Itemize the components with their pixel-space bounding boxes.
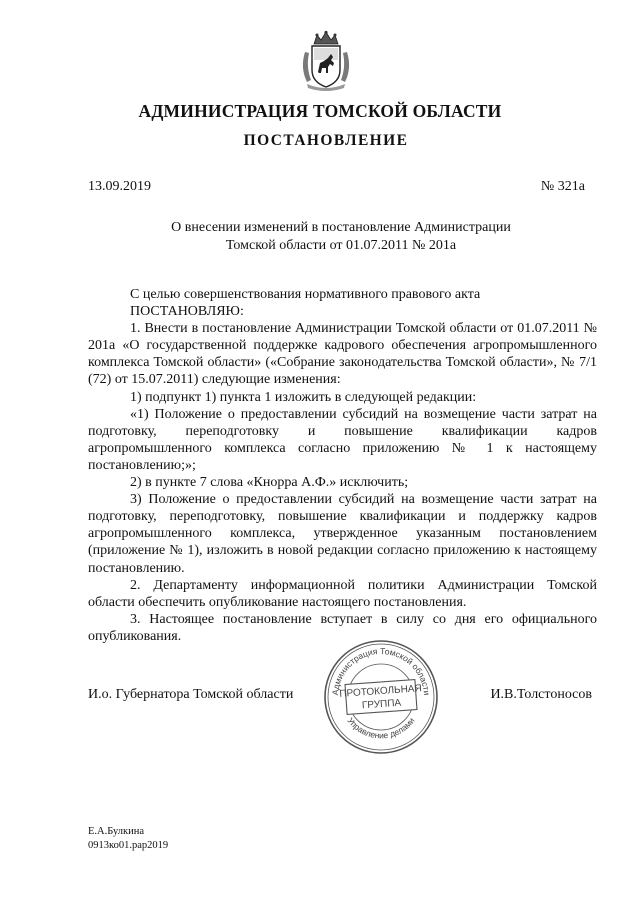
protocol-group-stamp (322, 638, 440, 756)
body-paragraph: 2) в пункте 7 слова «Кнорра А.Ф.» исключить; (130, 475, 409, 491)
executor-block (88, 825, 168, 853)
body-paragraph: 2. Департаменту информационной политики Администрации Томской области обеспечить опубликование настоящего постановления. (88, 577, 597, 610)
body-paragraph: 3) Положение о предоставлении субсидий на возмещение части затрат на подготовку, переподготовку, повышение квалификации и поддержку кадров агропромышленного комплекса, утвержденное указанным постановлением (приложение № 1), изложить в новой редакции согласно приложению к настоящему постановлению. (88, 492, 597, 576)
document-type: ПОСТАНОВЛЕНИЕ (243, 132, 409, 149)
organization-title: АДМИНИСТРАЦИЯ ТОМСКОЙ ОБЛАСТИ (138, 101, 502, 121)
stamp-bottom-text: Управление делами (345, 715, 417, 741)
body-paragraph: 1. Внести в постановление Администрации Томской области от 01.07.2011 № 201а «О государственной поддержке кадрового обеспечения агропромышленного комплекса Томской области» («Собрание законодательства Томской области», № 7/1 (72) от 15.07.2011) следующие изменения: (88, 321, 597, 388)
decree-word: ПОСТАНОВЛЯЮ: (130, 304, 244, 320)
document-body (88, 286, 597, 645)
signer-name: И.В.Толстоносов (490, 687, 592, 702)
stamp-center-line: ГРУППА (361, 697, 402, 712)
document-number: № 321а (540, 179, 585, 194)
executor-name: Е.А.Булкина (88, 826, 145, 837)
document-date: 13.09.2019 (88, 179, 151, 194)
stamp-outer-text: Администрация Томской области (329, 645, 433, 696)
body-paragraph: 1) подпункт 1) пункта 1 изложить в следующей редакции: (130, 389, 477, 405)
intro-paragraph: С целью совершенствования нормативного правового акта (130, 287, 481, 302)
subject-line: Томской области от 01.07.2011 № 201а (225, 238, 457, 253)
signer-position: И.о. Губернатора Томской области (88, 687, 294, 702)
executor-file-ref: 0913ко01.рар2019 (88, 840, 169, 851)
body-paragraph: «1) Положение о предоставлении субсидий на возмещение части затрат на подготовку, переподготовку и повышение квалификации кадров агропромышленного комплекса согласно приложению № 1 к настоящему постановлению;»; (88, 406, 597, 473)
subject-line: О внесении изменений в постановление Администрации (171, 220, 511, 235)
tomsk-region-coat-of-arms-icon (297, 30, 355, 92)
body-paragraph: 3. Настоящее постановление вступает в силу со дня его официального опубликования. (88, 611, 597, 644)
document-subject (0, 219, 640, 255)
stamp-center-line: ПРОТОКОЛЬНАЯ (339, 683, 423, 700)
